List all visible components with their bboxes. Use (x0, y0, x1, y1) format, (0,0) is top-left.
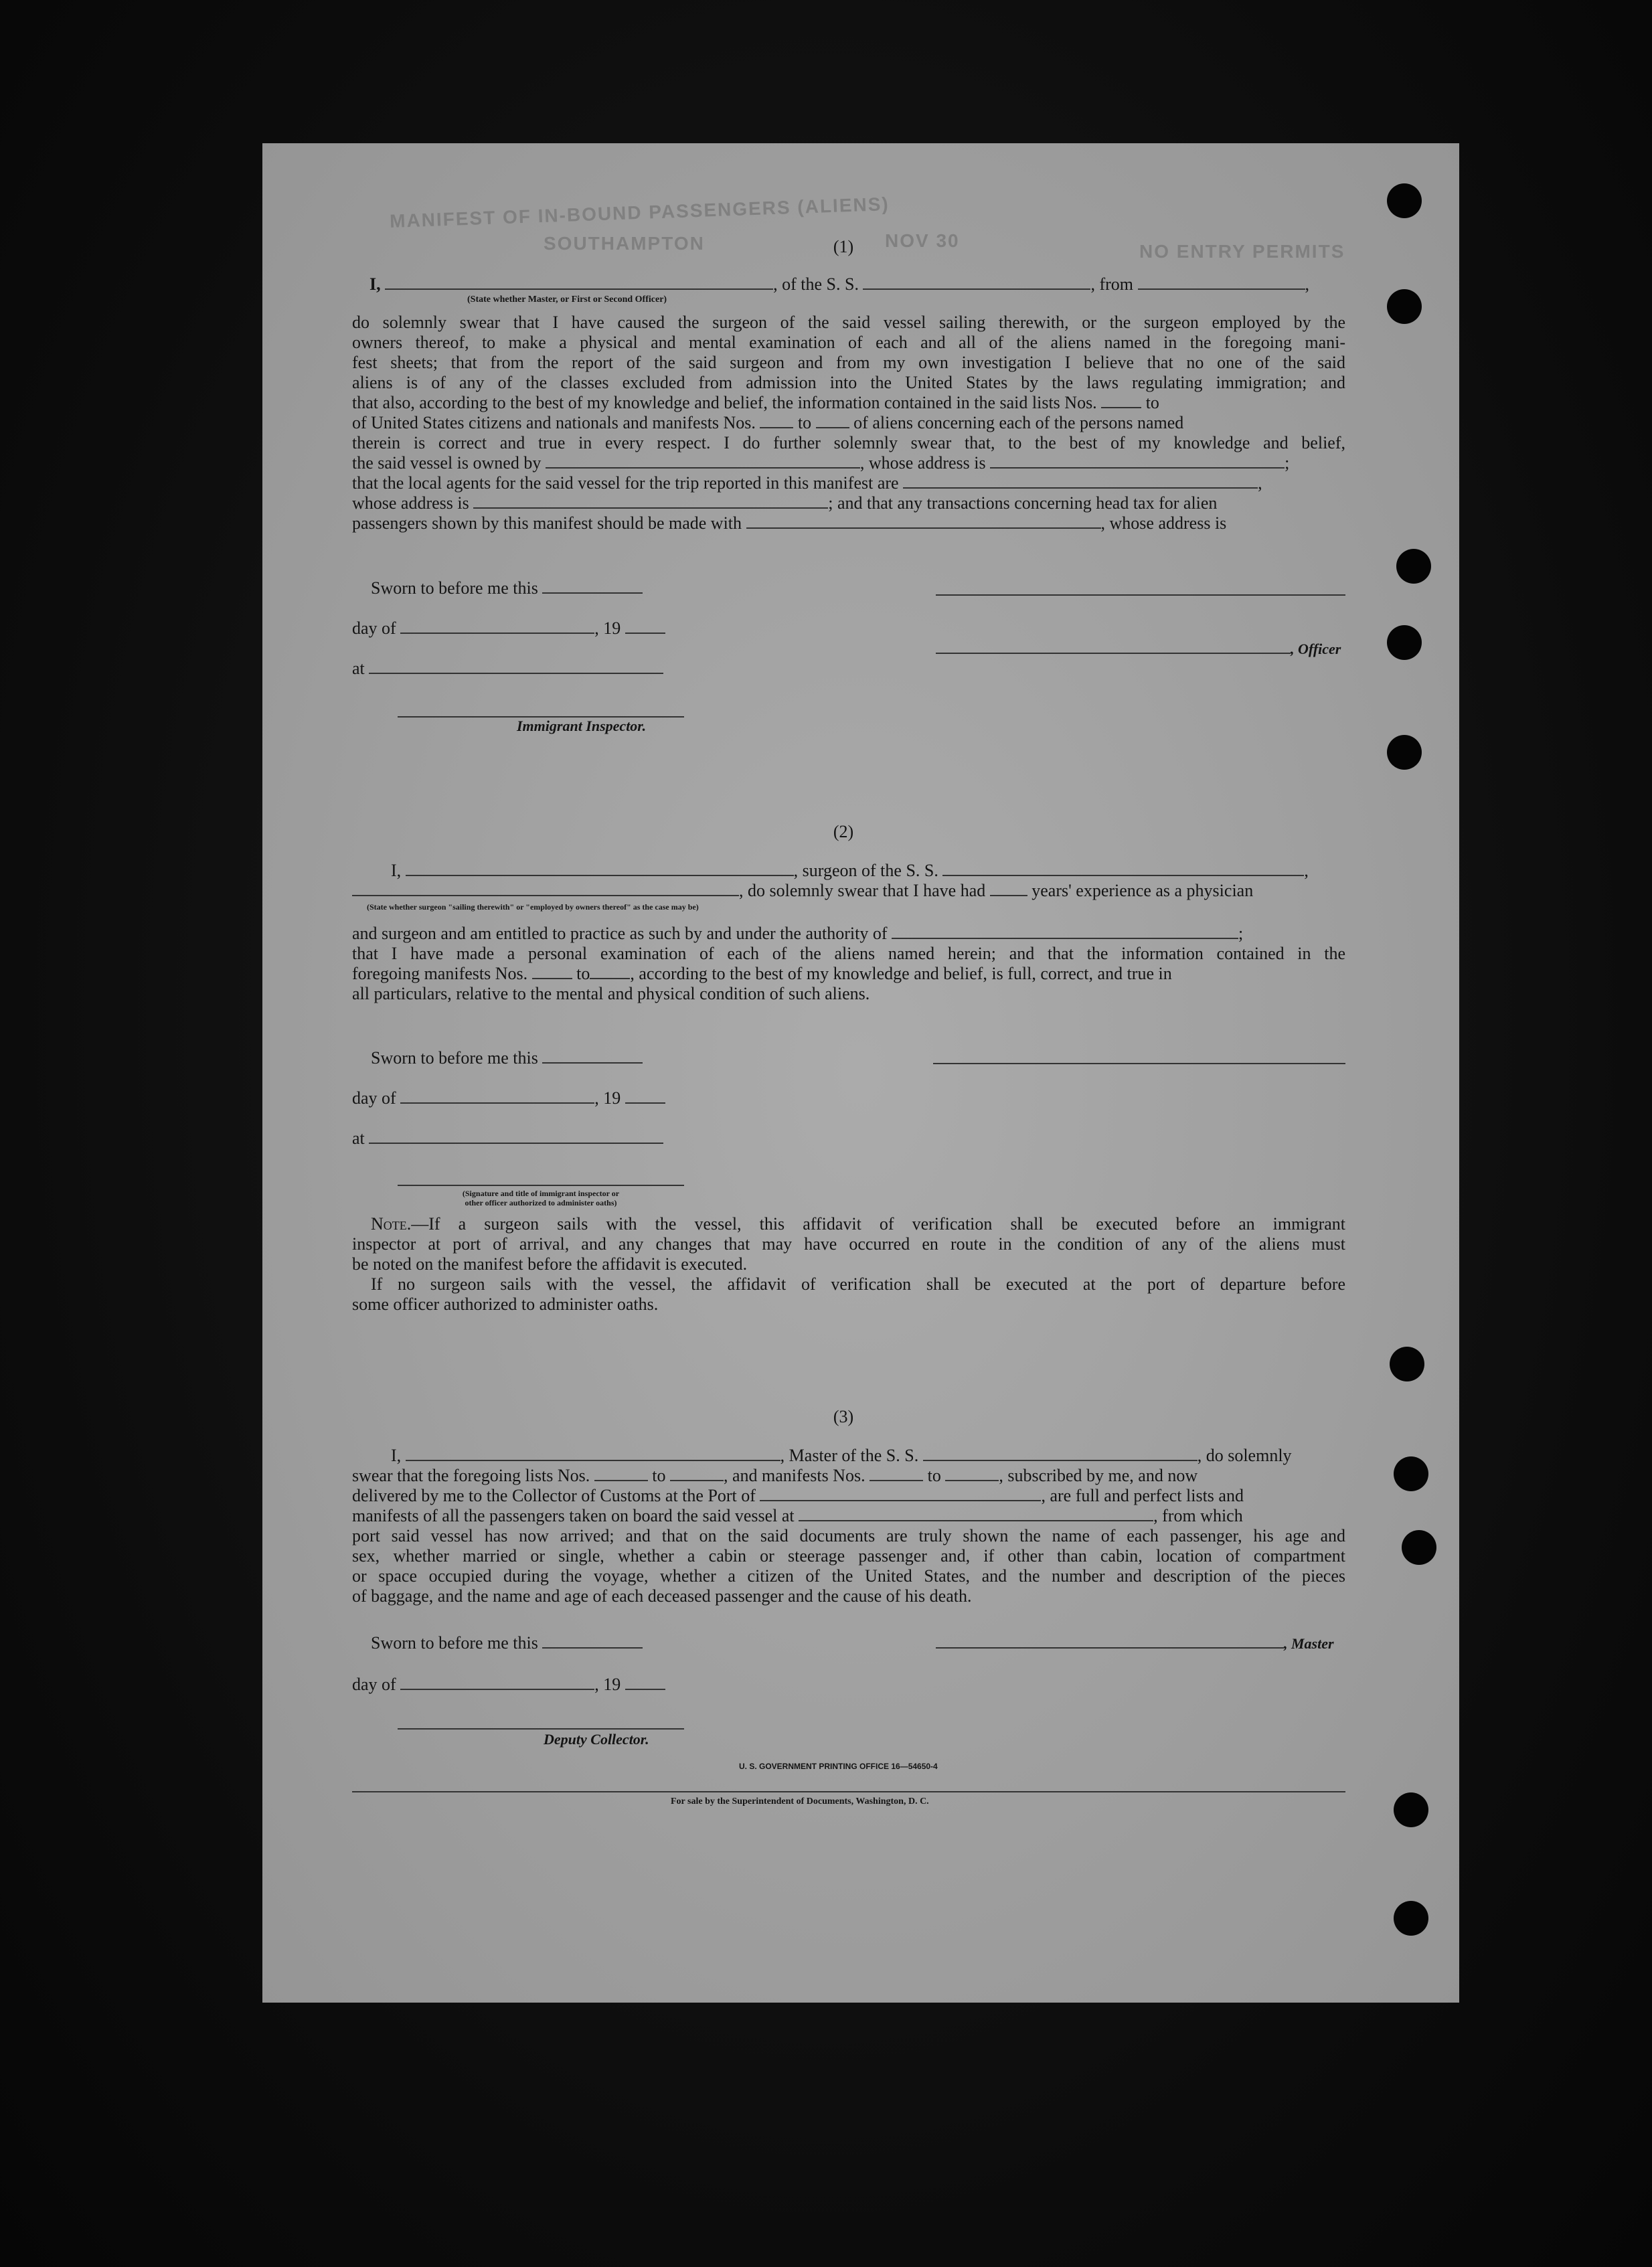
lists-from-field[interactable] (594, 1468, 648, 1481)
header-stamp: SOUTHAMPTON (544, 233, 705, 254)
text: to (797, 413, 812, 432)
section2-body-line: all particulars, relative to the mental and physical condition of such aliens. (352, 984, 870, 1003)
section3-body-line: sex, whether married or single, whether a cabin or steerage passenger and, if other than cabin, location of compartment (352, 1546, 1345, 1566)
text: and surgeon and am entitled to practice as such by and under the authority of (352, 924, 888, 943)
text: ; (1238, 924, 1244, 943)
text: , Officer (1291, 641, 1341, 657)
text: —If a surgeon sails with the vessel, this affidavit of verification shall be executed before an immigrant (411, 1214, 1345, 1234)
section1-body-line (352, 493, 1345, 513)
text: that the local agents for the said vessel for the trip reported in this manifest are (352, 473, 899, 493)
note-line: some officer authorized to administer oaths. (352, 1294, 659, 1314)
text: , 19 (594, 1088, 621, 1108)
officer-signature-field[interactable] (936, 641, 1291, 654)
day-line (352, 1088, 665, 1108)
field-caption: (State whether Master, or First or Second Officer) (467, 295, 667, 305)
vessel-name-field[interactable] (923, 1448, 1197, 1461)
year-field[interactable] (625, 1090, 665, 1104)
text: , whose address is (859, 453, 986, 473)
punch-hole (1394, 1901, 1428, 1936)
text: , (1258, 473, 1262, 493)
punch-hole (1394, 1456, 1428, 1491)
at-line (352, 1128, 663, 1149)
sworn-day-field[interactable] (542, 580, 643, 594)
master-name-field[interactable] (406, 1448, 780, 1461)
text: delivered by me to the Collector of Customs at the Port of (352, 1486, 756, 1505)
master-title-line (936, 1633, 1334, 1654)
text: to (576, 964, 590, 983)
header-stamp: MANIFEST OF IN-BOUND PASSENGERS (ALIENS) (389, 193, 890, 232)
note-line: be noted on the manifest before the affidavit is executed. (352, 1254, 748, 1274)
text: I, (369, 274, 381, 294)
local-agents-field[interactable] (903, 475, 1258, 489)
text: , from which (1153, 1506, 1243, 1525)
master-signature-field[interactable] (936, 1635, 1284, 1649)
surgeon-name-field[interactable] (406, 863, 794, 876)
text: day of (352, 618, 396, 638)
owner-address-field[interactable] (990, 455, 1285, 469)
agents-address-field[interactable] (473, 495, 828, 509)
deputy-signature-line[interactable] (398, 1728, 684, 1730)
text: I, (391, 1446, 402, 1465)
manifests-to-field[interactable] (816, 415, 849, 428)
month-field[interactable] (400, 1677, 594, 1690)
note-line: inspector at port of arrival, and any changes that may have occurred en route in the condition of any of the aliens must (352, 1234, 1345, 1254)
punch-hole (1387, 735, 1422, 770)
section2-body-line: that I have made a personal examination of each of the aliens named herein; and that the information contained in the (352, 944, 1345, 963)
lists-from-field[interactable] (1101, 395, 1141, 408)
month-field[interactable] (400, 1090, 594, 1104)
sworn-line (371, 1633, 643, 1653)
footer-sale-line: For sale by the Superintendent of Documents, Washington, D. C. (671, 1796, 929, 1807)
authority-field[interactable] (892, 926, 1238, 939)
section1-line1 (369, 274, 1345, 295)
officer-signature-line[interactable] (936, 594, 1345, 596)
owner-field[interactable] (546, 455, 860, 469)
section1-body-line (352, 513, 1345, 533)
officer-title-line (936, 639, 1341, 659)
text: Sworn to before me this (371, 1633, 538, 1653)
text: foregoing manifests Nos. (352, 964, 528, 983)
text: , subscribed by me, and now (999, 1466, 1198, 1485)
text: , of the S. S. (773, 274, 859, 294)
vessel-name-field[interactable] (863, 276, 1090, 290)
section-number: (2) (833, 822, 854, 841)
header-stamp: NO ENTRY PERMITS (1139, 241, 1345, 262)
section3-line4 (352, 1506, 1345, 1526)
section3-line2 (352, 1466, 1345, 1486)
section1-body-line: fest sheets; that from the report of the said surgeon and from my own investigation I believe that no one of the said (352, 353, 1345, 372)
text: I, (391, 861, 402, 880)
officer-name-field[interactable] (385, 276, 773, 290)
inspector-caption: Immigrant Inspector. (517, 718, 647, 734)
text: , Master (1284, 1635, 1334, 1652)
head-tax-contact-field[interactable] (746, 515, 1101, 529)
year-field[interactable] (625, 1677, 665, 1690)
lists-to-field[interactable] (670, 1468, 724, 1481)
section3-line3 (352, 1486, 1345, 1506)
month-field[interactable] (400, 620, 594, 634)
text: swear that the foregoing lists Nos. (352, 1466, 590, 1485)
text: at (352, 1128, 365, 1148)
section3-body-line: port said vessel has now arrived; and that on the said documents are truly shown the name of each passenger, his age and (352, 1526, 1345, 1545)
section2-line5 (352, 964, 1345, 984)
section3-body-line: of baggage, and the name and age of each deceased passenger and the cause of his death. (352, 1586, 972, 1606)
surgeon-status-field[interactable] (352, 883, 739, 896)
text: ; (1285, 453, 1290, 473)
manifests-from-field[interactable] (760, 415, 793, 428)
text: , do solemnly (1197, 1446, 1292, 1465)
at-line (352, 659, 663, 679)
punch-hole (1387, 183, 1422, 218)
text: Sworn to before me this (371, 1048, 538, 1068)
text: to (1145, 393, 1159, 412)
sworn-line (371, 1048, 643, 1068)
section3-body-line: or space occupied during the voyage, whether a citizen of the United States, and the number and description of the pieces (352, 1566, 1345, 1586)
field-caption: (State whether surgeon "sailing therewith" or "employed by owners thereof" as the case may be) (367, 902, 699, 912)
signature-caption: other officer authorized to administer oaths) (465, 1198, 617, 1207)
signature-caption: (Signature and title of immigrant inspector or (462, 1189, 620, 1198)
text: , 19 (594, 1675, 621, 1694)
day-line (352, 1675, 665, 1695)
section2-line1 (391, 861, 1345, 881)
section1-body-line (352, 453, 1345, 473)
text: , whose address is (1100, 513, 1227, 533)
punch-hole (1402, 1530, 1436, 1565)
manifests-to-field[interactable] (945, 1468, 999, 1481)
years-field[interactable] (990, 883, 1027, 896)
text: passengers shown by this manifest should be made with (352, 513, 742, 533)
text: ; and that any transactions concerning head tax for alien (828, 493, 1218, 513)
text: , are full and perfect lists and (1041, 1486, 1244, 1505)
section2-line3 (352, 924, 1345, 944)
text: at (352, 659, 365, 678)
port-field[interactable] (760, 1488, 1041, 1501)
place-field[interactable] (369, 661, 663, 674)
text: manifests of all the passengers taken on board the said vessel at (352, 1506, 795, 1525)
surgeon-signature-line[interactable] (933, 1063, 1345, 1064)
text: , (1305, 274, 1310, 294)
section3-line1 (391, 1446, 1345, 1466)
sworn-day-field[interactable] (542, 1050, 643, 1064)
section1-body-line (352, 473, 1345, 493)
note-heading: Note. (371, 1214, 412, 1234)
manifests-to-field[interactable] (590, 966, 630, 979)
note-line: If no surgeon sails with the vessel, the affidavit of verification shall be executed at the port of departure before (371, 1274, 1345, 1294)
text: day of (352, 1675, 396, 1694)
deputy-caption: Deputy Collector. (544, 1731, 649, 1748)
text: to (927, 1466, 941, 1485)
section1-body-line: owners thereof, to make a physical and mental examination of each and all of the aliens named in the foregoing mani- (352, 333, 1345, 352)
section1-body-line: do solemnly swear that I have caused the surgeon of the said vessel sailing therewith, or the surgeon employed by the (352, 313, 1345, 332)
text: to (652, 1466, 666, 1485)
section-number: (1) (833, 237, 854, 256)
departure-port-field[interactable] (1138, 276, 1305, 290)
section1-body-line: aliens is of any of the classes excluded from admission into the United States by the laws regulating immigration; and (352, 373, 1345, 392)
printing-office-line: U. S. GOVERNMENT PRINTING OFFICE 16—54650-4 (739, 1762, 938, 1771)
section1-body-line (352, 393, 1345, 413)
sworn-day-field[interactable] (542, 1635, 643, 1649)
embarkation-port-field[interactable] (799, 1508, 1153, 1521)
inspector-signature-line[interactable] (398, 1185, 684, 1186)
punch-hole (1396, 549, 1431, 584)
punch-hole (1387, 625, 1422, 660)
text: that also, according to the best of my knowledge and belief, the information contained in the said lists Nos. (352, 393, 1097, 412)
text: whose address is (352, 493, 469, 513)
text: day of (352, 1088, 396, 1108)
footer-rule (352, 1791, 1345, 1792)
text: the said vessel is owned by (352, 453, 542, 473)
text: , 19 (594, 618, 621, 638)
sworn-line (371, 578, 643, 598)
punch-hole (1394, 1792, 1428, 1827)
text: , surgeon of the S. S. (793, 861, 938, 880)
text: , from (1090, 274, 1134, 294)
text: , Master of the S. S. (780, 1446, 919, 1465)
section2-line2 (352, 881, 1345, 901)
text: of aliens concerning each of the persons named (853, 413, 1184, 432)
header-stamp: NOV 30 (885, 230, 960, 251)
text: , according to the best of my knowledge and belief, is full, correct, and true in (630, 964, 1172, 983)
day-line (352, 618, 665, 639)
note-line (352, 1214, 1345, 1234)
year-field[interactable] (625, 620, 665, 634)
text: , do solemnly swear that I have had (739, 881, 986, 900)
manifest-verification-sheet (262, 143, 1459, 2003)
section-number: (3) (833, 1407, 854, 1426)
text: , and manifests Nos. (724, 1466, 865, 1485)
manifests-from-field[interactable] (532, 966, 572, 979)
punch-hole (1387, 289, 1422, 324)
text: Sworn to before me this (371, 578, 538, 598)
section1-body-line (352, 413, 1345, 433)
section1-body-line: therein is correct and true in every respect. I do further solemnly swear that, to the best of my knowledge and belief, (352, 433, 1345, 452)
vessel-name-field[interactable] (942, 863, 1304, 876)
text: years' experience as a physician (1031, 881, 1254, 900)
punch-hole (1390, 1347, 1424, 1381)
place-field[interactable] (369, 1130, 663, 1144)
text: , (1304, 861, 1309, 880)
text: of United States citizens and nationals and manifests Nos. (352, 413, 756, 432)
manifests-from-field[interactable] (870, 1468, 923, 1481)
